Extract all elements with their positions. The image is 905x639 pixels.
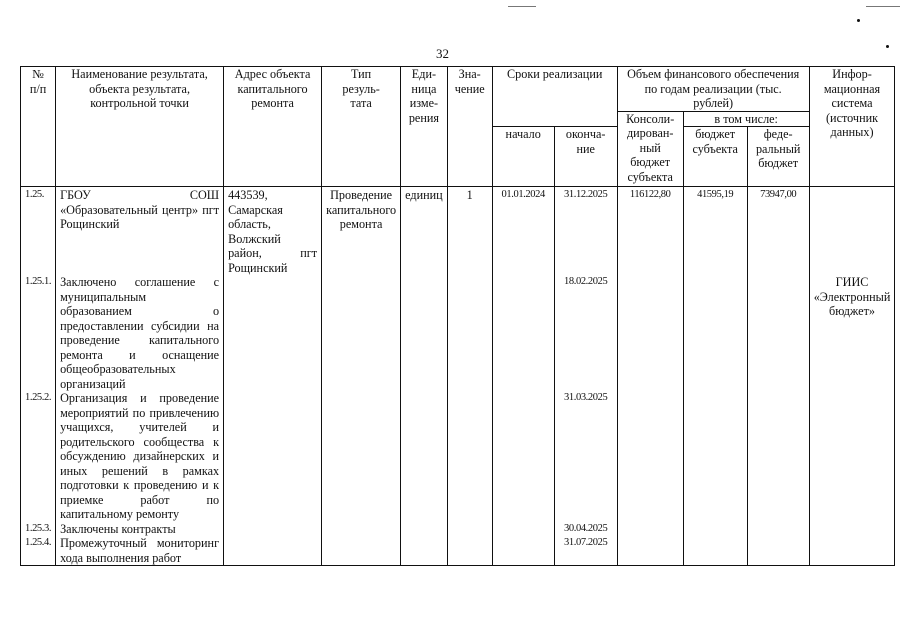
row-unit: единиц <box>401 187 448 276</box>
row-name: ГБОУ СОШ «Образовательный центр» пгт Рощинский <box>56 187 224 276</box>
header-value <box>447 67 492 187</box>
header-name-text: Наименование результата, объекта результата, контрольной точки <box>71 67 208 110</box>
header-address-text: Адрес объекта капитального ремонта <box>234 67 311 110</box>
header-federal-budget-text: феде- ральный бюджет <box>755 127 801 170</box>
header-terms-text: Сроки реализации <box>507 67 603 81</box>
header-finance-text: Объем финансового обеспечения по годам реализации (тыс. рублей) <box>627 67 800 110</box>
header-type-text: Тип резуль- тата <box>342 67 380 110</box>
row-type: Проведение капитального ремонта <box>322 187 401 276</box>
row-name: Заключены контракты <box>56 522 224 537</box>
row-info-system <box>809 536 895 566</box>
row-address <box>224 391 322 522</box>
row-address <box>224 275 322 391</box>
row-end: 30.04.2025 <box>554 522 617 537</box>
header-consolidated-text: Консоли- дирован- ный бюджет субъекта <box>626 111 675 184</box>
row-subject-budget: 41595,19 <box>683 187 747 276</box>
row-consolidated <box>617 275 683 391</box>
header-consolidated <box>617 111 683 187</box>
header-info-system <box>809 67 895 187</box>
header-including-text: в том числе: <box>714 111 778 126</box>
header-including <box>683 111 809 127</box>
row-name: Промежуточный мониторинг хода выполнения работ <box>56 536 224 566</box>
row-num: 1.25.4. <box>21 536 56 566</box>
row-start <box>492 391 554 522</box>
row-num: 1.25.2. <box>21 391 56 522</box>
row-unit <box>401 522 448 537</box>
row-federal-budget <box>747 522 809 537</box>
header-num <box>21 67 56 187</box>
scan-mark <box>508 6 536 7</box>
row-consolidated <box>617 536 683 566</box>
row-unit <box>401 391 448 522</box>
row-consolidated <box>617 522 683 537</box>
header-num-text: № п/п <box>29 67 47 96</box>
row-consolidated <box>617 391 683 522</box>
header-unit <box>401 67 448 187</box>
header-name <box>56 67 224 187</box>
header-federal-budget <box>747 127 809 187</box>
header-type <box>322 67 401 187</box>
header-end <box>554 127 617 187</box>
row-end: 31.03.2025 <box>554 391 617 522</box>
row-value: 1 <box>447 187 492 276</box>
page-number: 32 <box>436 46 449 61</box>
row-start: 01.01.2024 <box>492 187 554 276</box>
header-start-text: начало <box>505 127 541 141</box>
row-subject-budget <box>683 391 747 522</box>
row-info-system <box>809 522 895 537</box>
table-row <box>21 536 895 566</box>
row-start <box>492 536 554 566</box>
row-consolidated: 116122,80 <box>617 187 683 276</box>
header-terms <box>492 67 617 127</box>
row-value <box>447 536 492 566</box>
row-start <box>492 522 554 537</box>
row-value <box>447 391 492 522</box>
scan-dot <box>857 19 860 22</box>
row-end: 31.12.2025 <box>554 187 617 276</box>
header-unit-text: Еди- ница изме- рения <box>408 67 439 125</box>
row-type <box>322 522 401 537</box>
results-table <box>20 66 895 566</box>
header-info-system-text: Инфор- мационная система (источник данных) <box>823 67 881 139</box>
row-end: 31.07.2025 <box>554 536 617 566</box>
header-subject-budget-text: бюджет субъекта <box>692 127 738 156</box>
row-federal-budget: 73947,00 <box>747 187 809 276</box>
row-subject-budget <box>683 536 747 566</box>
row-subject-budget <box>683 522 747 537</box>
row-start <box>492 275 554 391</box>
table-row <box>21 275 895 391</box>
header-row <box>21 67 895 112</box>
row-value <box>447 522 492 537</box>
row-num: 1.25.1. <box>21 275 56 391</box>
row-federal-budget <box>747 391 809 522</box>
scan-mark <box>866 6 900 7</box>
row-info-system: ГИИС «Электронный бюджет» <box>809 275 895 391</box>
row-type <box>322 275 401 391</box>
row-info-system <box>809 187 895 276</box>
row-info-system <box>809 391 895 522</box>
header-end-text: оконча- ние <box>565 127 606 156</box>
row-address: 443539, Самарская область, Волжский район, пгт Рощинский <box>224 187 322 276</box>
scan-dot <box>886 45 889 48</box>
row-unit <box>401 275 448 391</box>
header-value-text: Зна- чение <box>454 67 485 96</box>
header-subject-budget <box>683 127 747 187</box>
row-num: 1.25. <box>21 187 56 276</box>
header-start <box>492 127 554 187</box>
row-type <box>322 536 401 566</box>
table-row <box>21 522 895 537</box>
row-federal-budget <box>747 275 809 391</box>
row-address <box>224 536 322 566</box>
row-unit <box>401 536 448 566</box>
row-value <box>447 275 492 391</box>
table-row <box>21 391 895 522</box>
row-subject-budget <box>683 275 747 391</box>
row-address <box>224 522 322 537</box>
row-num: 1.25.3. <box>21 522 56 537</box>
header-finance <box>617 67 809 112</box>
table-row <box>21 187 895 276</box>
header-address <box>224 67 322 187</box>
row-end: 18.02.2025 <box>554 275 617 391</box>
row-name: Заключено соглашение с муниципальным образованием о предоставлении субсидии на проведение капитального ремонта и оснащение общеобразовательных организаций <box>56 275 224 391</box>
row-federal-budget <box>747 536 809 566</box>
row-type <box>322 391 401 522</box>
row-name: Организация и проведение мероприятий по привлечению учащихся, учителей и родительского сообщества к обсуждению дизайнерских и иных решений в рамках подготовки к проведению и к приемке работ по капитальному ремонту <box>56 391 224 522</box>
